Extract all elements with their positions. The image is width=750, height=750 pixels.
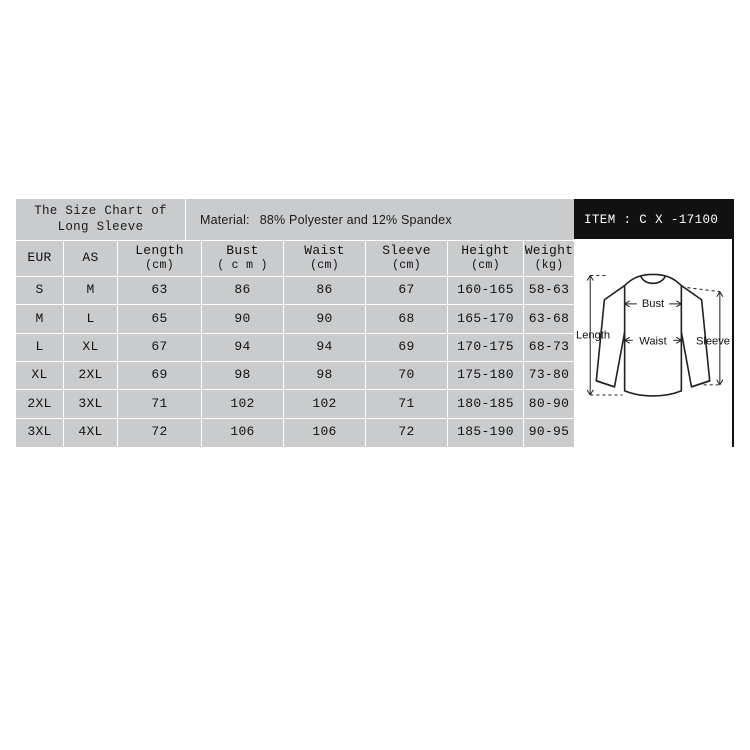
column-header-as-label: AS xyxy=(82,250,99,266)
cell-weight: 58-63 xyxy=(524,277,574,305)
long-sleeve-shirt-icon xyxy=(574,239,732,448)
cell-waist: 94 xyxy=(284,334,366,362)
column-header-sleeve-label: Sleeve xyxy=(382,243,431,259)
cell-bust: 90 xyxy=(202,305,284,333)
cell-bust: 106 xyxy=(202,419,284,447)
cell-eur: M xyxy=(16,305,64,333)
cell-height: 165-170 xyxy=(448,305,524,333)
cell-height: 175-180 xyxy=(448,362,524,390)
material-label: Material: xyxy=(200,212,250,227)
column-header-height-unit: (cm) xyxy=(471,259,500,273)
cell-eur: L xyxy=(16,334,64,362)
cell-height: 180-185 xyxy=(448,390,524,418)
cell-length: 72 xyxy=(118,419,202,447)
cell-weight: 80-90 xyxy=(524,390,574,418)
column-header-length-label: Length xyxy=(135,243,184,259)
chart-title: The Size Chart of Long Sleeve xyxy=(16,199,186,241)
column-header-weight-label: Weight xyxy=(524,243,574,259)
column-header-bust xyxy=(202,241,284,277)
cell-sleeve: 67 xyxy=(366,277,448,305)
cell-waist: 98 xyxy=(284,362,366,390)
cell-waist: 86 xyxy=(284,277,366,305)
column-header-row xyxy=(16,241,574,277)
column-header-eur-label: EUR xyxy=(27,250,52,266)
cell-as: L xyxy=(64,305,118,333)
cell-eur: XL xyxy=(16,362,64,390)
cell-waist: 102 xyxy=(284,390,366,418)
cell-sleeve: 69 xyxy=(366,334,448,362)
cell-length: 67 xyxy=(118,334,202,362)
cell-eur: S xyxy=(16,277,64,305)
cell-length: 71 xyxy=(118,390,202,418)
table-row xyxy=(16,362,574,390)
cell-as: XL xyxy=(64,334,118,362)
cell-sleeve: 68 xyxy=(366,305,448,333)
column-header-bust-unit: ( c m ) xyxy=(217,259,268,273)
cell-length: 65 xyxy=(118,305,202,333)
cell-height: 160-165 xyxy=(448,277,524,305)
material-info xyxy=(186,199,574,241)
diagram-label-length: Length xyxy=(576,329,611,342)
column-header-sleeve xyxy=(366,241,448,277)
cell-height: 185-190 xyxy=(448,419,524,447)
cell-as: 4XL xyxy=(64,419,118,447)
table-row xyxy=(16,390,574,418)
cell-sleeve: 70 xyxy=(366,362,448,390)
cell-sleeve: 71 xyxy=(366,390,448,418)
column-header-height xyxy=(448,241,524,277)
column-header-bust-label: Bust xyxy=(226,243,259,259)
cell-sleeve: 72 xyxy=(366,419,448,447)
cell-eur: 2XL xyxy=(16,390,64,418)
size-chart xyxy=(16,199,734,447)
table-row xyxy=(16,277,574,305)
cell-bust: 86 xyxy=(202,277,284,305)
column-header-waist-unit: (cm) xyxy=(310,259,339,273)
column-header-weight-unit: (kg) xyxy=(534,259,564,273)
garment-diagram xyxy=(574,239,732,448)
column-header-length xyxy=(118,241,202,277)
cell-as: 3XL xyxy=(64,390,118,418)
cell-as: 2XL xyxy=(64,362,118,390)
column-header-waist xyxy=(284,241,366,277)
diagram-label-bust: Bust xyxy=(641,297,665,310)
table-row xyxy=(16,334,574,362)
material-value: 88% Polyester and 12% Spandex xyxy=(259,212,452,227)
column-header-waist-label: Waist xyxy=(304,243,345,259)
table-row xyxy=(16,419,574,447)
cell-bust: 102 xyxy=(202,390,284,418)
cell-weight: 68-73 xyxy=(524,334,574,362)
size-table xyxy=(16,199,574,447)
cell-waist: 106 xyxy=(284,419,366,447)
column-header-as xyxy=(64,241,118,277)
column-header-length-unit: (cm) xyxy=(145,259,174,273)
cell-height: 170-175 xyxy=(448,334,524,362)
table-header-row xyxy=(16,199,574,241)
cell-length: 69 xyxy=(118,362,202,390)
column-header-sleeve-unit: (cm) xyxy=(392,259,421,273)
cell-weight: 90-95 xyxy=(528,424,570,440)
item-code: ITEM : C X -17100 xyxy=(574,201,732,239)
cell-length: 63 xyxy=(118,277,202,305)
cell-bust: 94 xyxy=(202,334,284,362)
column-header-weight xyxy=(524,241,574,277)
column-header-eur xyxy=(16,241,64,277)
cell-waist: 90 xyxy=(284,305,366,333)
cell-eur: 3XL xyxy=(16,419,64,447)
column-header-height-label: Height xyxy=(461,243,510,259)
cell-as: M xyxy=(64,277,118,305)
table-row xyxy=(16,305,574,333)
cell-bust: 98 xyxy=(202,362,284,390)
cell-weight: 73-80 xyxy=(524,362,574,390)
diagram-label-waist: Waist xyxy=(639,335,667,348)
item-panel xyxy=(574,199,734,447)
diagram-label-sleeve: Sleeve xyxy=(695,335,730,348)
cell-weight: 63-68 xyxy=(524,305,574,333)
